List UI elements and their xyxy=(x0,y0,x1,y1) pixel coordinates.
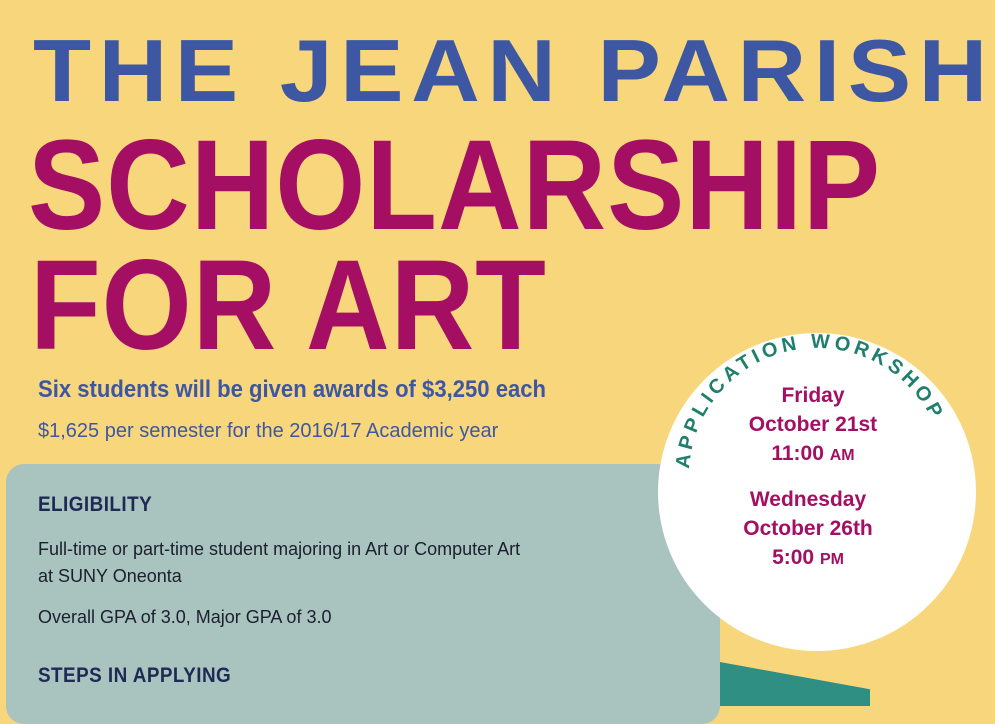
title-line-2: SCHOLARSHIP xyxy=(28,114,882,257)
eligibility-item-1-line-1: Full-time or part-time student majoring in Art or Computer Art xyxy=(38,539,521,559)
eligibility-heading: ELIGIBILITY xyxy=(38,493,153,516)
title-line-1: THE JEAN PARISH xyxy=(33,21,995,120)
eligibility-item-1 xyxy=(38,536,520,590)
eligibility-item-1-line-2: at SUNY Oneonta xyxy=(38,566,182,586)
steps-heading: STEPS IN APPLYING xyxy=(38,664,232,687)
session-2-day: Wednesday xyxy=(749,488,867,511)
session-1-date: October 21st xyxy=(748,413,878,436)
awards-text: Six students will be given awards of $3,250 each xyxy=(38,376,547,403)
session-1-day: Friday xyxy=(781,384,845,407)
session-2-date: October 26th xyxy=(743,517,873,540)
workshop-session-2 xyxy=(708,485,908,574)
teal-decoration xyxy=(720,662,870,706)
session-2-time: 5:00 PM xyxy=(772,546,844,569)
title-line-3: FOR ART xyxy=(30,234,547,377)
workshop-session-1 xyxy=(718,381,908,470)
session-1-time: 11:00 AM xyxy=(771,442,855,465)
workshop-arc-title: APPLICATION WORKSHOP xyxy=(671,333,949,470)
eligibility-item-2: Overall GPA of 3.0, Major GPA of 3.0 xyxy=(38,607,332,627)
semester-text: $1,625 per semester for the 2016/17 Academic year xyxy=(38,420,499,442)
